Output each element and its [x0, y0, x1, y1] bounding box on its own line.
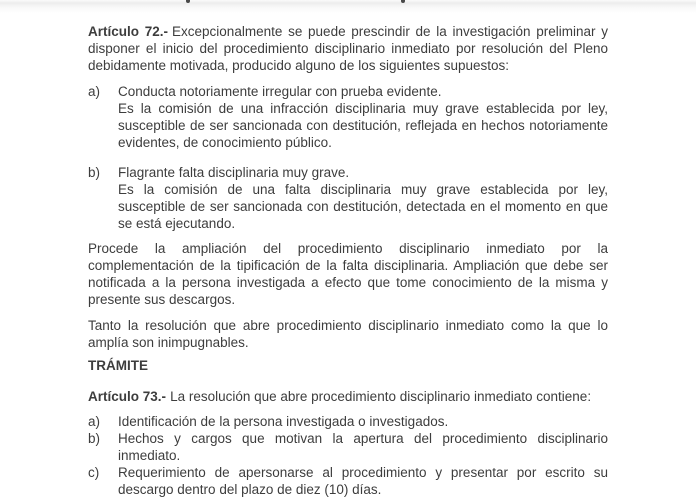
article-73-body: La resolución que abre procedimiento disciplinario inmediato contiene: [170, 389, 592, 404]
article-72-body: Excepcionalmente se puede prescindir de la investigación preliminar y disponer el inicio del procedimiento disciplinario inmediato por resolución del Pleno debidamente motivada, producido alguno de los siguientes supuestos: [88, 24, 608, 73]
list-marker-72b: b) [88, 165, 101, 180]
list-item-73a [88, 413, 608, 430]
list-item-72a [88, 83, 608, 151]
list-item-72b-title: Flagrante falta disciplinaria muy grave. [118, 165, 350, 180]
heading-tramite: TRÁMITE [88, 358, 148, 373]
list-marker-73a: a) [88, 414, 101, 429]
list-item-72a-body [118, 83, 608, 151]
list-marker-73b: b) [88, 431, 101, 446]
article-73-label: Artículo 73.- [88, 389, 167, 404]
list-item-72b-description: Es la comisión de una falta disciplinaria muy grave establecida por ley, susceptible de ser sancionada con destitución, detectada en el momento en que se está ejecutando. [118, 182, 608, 231]
list-item-72a-title: Conducta notoriamente irregular con prueba evidente. [118, 84, 442, 99]
list-item-72b-body [118, 164, 608, 232]
paragraph-tanto: Tanto la resolución que abre procedimiento disciplinario inmediato como la que lo amplía son inimpugnables. [88, 318, 608, 350]
list-item-73c-text: Requerimiento de apersonarse al procedimiento y presentar por escrito su descargo dentro del plazo de diez (10) días. [118, 465, 608, 497]
list-item-73b [88, 430, 608, 464]
list-item-72a-description: Es la comisión de una infracción disciplinaria muy grave establecida por ley, susceptible de ser sancionada con destitución, reflejada en hechos notoriamente evidentes, de conocimiento público. [118, 101, 608, 150]
paragraph-procede: Procede la ampliación del procedimiento disciplinario inmediato por la complementación de la tipificación de la falta disciplinaria. Ampliación que debe ser notificada a la persona investigada a efecto que tome conocimiento de la misma y presente sus descargos. [88, 241, 608, 307]
list-item-73b-text: Hechos y cargos que motivan la apertura del procedimiento disciplinario inmediato. [118, 431, 608, 463]
list-marker-73c: c) [88, 465, 100, 480]
list-item-72b [88, 164, 608, 232]
document-page [88, 0, 608, 498]
list-item-73a-text: Identificación de la persona investigada o investigados. [118, 414, 449, 429]
article-72-label: Artículo 72.- [88, 24, 168, 39]
list-marker-72a: a) [88, 84, 101, 99]
article-72-paragraph [88, 23, 608, 74]
article-73-paragraph [88, 388, 608, 405]
list-item-73c [88, 464, 608, 498]
